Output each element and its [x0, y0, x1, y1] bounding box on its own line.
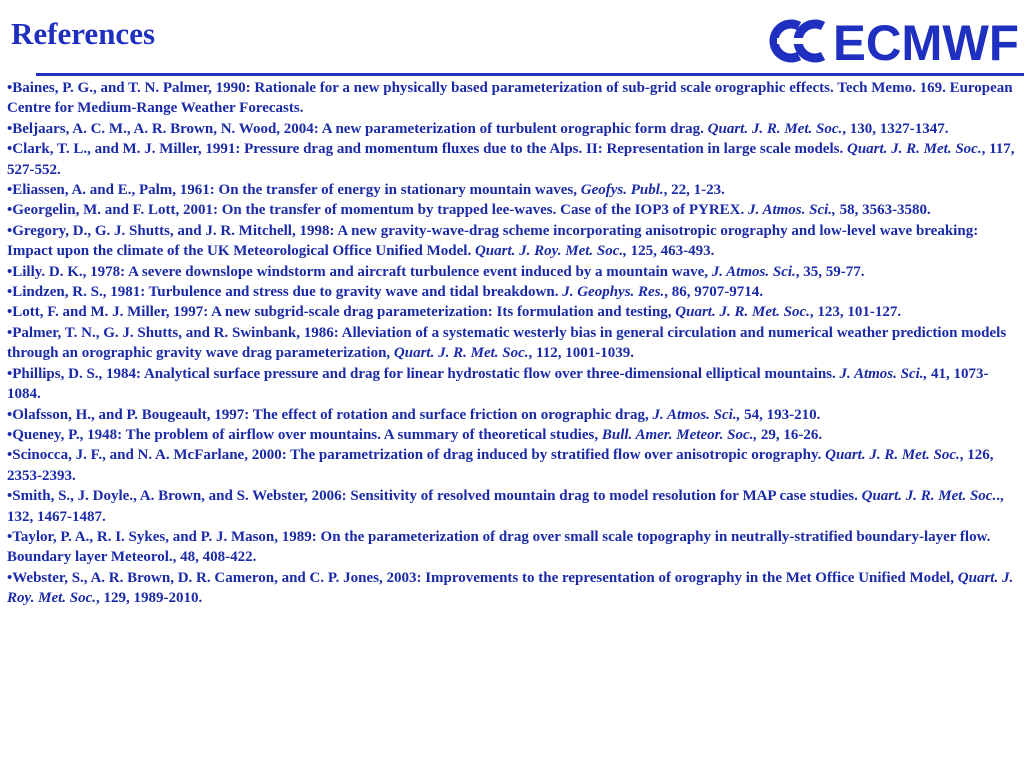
reference-item	[7, 282, 1015, 302]
reference-citation: , 22, 1-23.	[663, 182, 725, 199]
reference-citation: 58, 3563-3580.	[835, 202, 931, 219]
reference-journal: J. Atmos. Sci.,	[652, 406, 741, 423]
reference-text: •Baines, P. G., and T. N. Palmer, 1990: Rationale for a new physically based parameterization of sub-grid scale orographic effects. Tech Memo. 169. European Centre for Medium-Range Weather Forecasts.	[7, 80, 1013, 117]
reference-citation: , 112, 1001-1039.	[528, 345, 634, 362]
reference-text: •Gregory, D., G. J. Shutts, and J. R. Mitchell, 1998: A new gravity-wave-drag scheme incorporating anisotropic orography and low-level wave breaking: Impact upon the climate of the UK Meteorological Office Unified Model.	[7, 222, 979, 260]
reference-citation: , 126, 2353-2393.	[7, 447, 994, 484]
reference-item	[7, 119, 1015, 139]
reference-text: •Olafsson, H., and P. Bougeault, 1997: The effect of rotation and surface friction on orographic drag,	[7, 406, 653, 423]
reference-text: •Beljaars, A. C. M., A. R. Brown, N. Wood, 2004: A new parameterization of turbulent orographic form drag.	[7, 120, 708, 137]
reference-text: •Taylor, P. A., R. I. Sykes, and P. J. Mason, 1989: On the parameterization of drag over small scale topography in neutrally-stratified boundary-layer flow. Boundary layer Meteorol., 48, 408-422.	[7, 528, 991, 566]
reference-journal: Quart. J. R. Met. Soc.	[846, 141, 982, 158]
reference-journal: J. Atmos. Sci.,	[839, 365, 928, 382]
reference-item	[7, 364, 1015, 405]
reference-text: •Phillips, D. S., 1984: Analytical surface pressure and drag for linear hydrostatic flow over three-dimensional elliptical mountains.	[7, 365, 840, 382]
reference-text: •Clark, T. L., and M. J. Miller, 1991: Pressure drag and momentum fluxes due to the Alps. II: Representation in large scale models.	[7, 141, 847, 158]
reference-text: •Lindzen, R. S., 1981: Turbulence and stress due to gravity wave and tidal breakdown.	[7, 284, 563, 301]
reference-text: •Webster, S., A. R. Brown, D. R. Cameron, and C. P. Jones, 2003: Improvements to the representation of orography in the Met Office Unified Model,	[7, 569, 958, 586]
reference-citation: , 117, 527-552.	[7, 141, 1015, 178]
reference-citation: 29, 16-26.	[757, 426, 823, 443]
reference-journal: Quart. J. R. Met. Soc.	[825, 447, 960, 464]
reference-item	[7, 262, 1015, 282]
reference-citation: , 129, 1989-2010.	[96, 590, 203, 607]
ecmwf-logo	[765, 14, 1020, 68]
reference-item	[7, 221, 1015, 262]
reference-text: •Lilly. D. K., 1978: A severe downslope windstorm and aircraft turbulence event induced by a mountain wave,	[7, 263, 712, 280]
reference-journal: J. Atmos. Sci.,	[748, 202, 836, 219]
reference-journal: Quart. J. Roy. Met. Soc.,	[474, 243, 627, 260]
reference-item	[7, 78, 1015, 119]
reference-citation: , 86, 9707-9714.	[664, 284, 764, 301]
reference-text: •Scinocca, J. F., and N. A. McFarlane, 2000: The parametrization of drag induced by stratified flow over anisotropic orography.	[7, 447, 826, 464]
reference-journal: Geofys. Publ.	[580, 182, 664, 199]
reference-item	[7, 568, 1015, 609]
reference-journal: J. Atmos. Sci.	[711, 263, 796, 280]
reference-citation: ., 132, 1467-1487.	[7, 488, 1004, 525]
reference-text: •Eliassen, A. and E., Palm, 1961: On the transfer of energy in stationary mountain waves,	[7, 182, 581, 199]
reference-text: •Queney, P., 1948: The problem of airflow over mountains. A summary of theoretical studies,	[7, 426, 602, 443]
reference-item	[7, 527, 1015, 568]
reference-item	[7, 425, 1015, 445]
reference-item	[7, 180, 1015, 200]
reference-journal: Quart. J. Roy. Met. Soc.	[7, 569, 1014, 607]
reference-text: •Lott, F. and M. J. Miller, 1997: A new subgrid-scale drag parameterization: Its formulation and testing,	[7, 304, 676, 321]
reference-item	[7, 139, 1015, 180]
reference-item	[7, 445, 1015, 486]
page-title: References	[11, 16, 156, 51]
reference-journal: Bull. Amer. Meteor. Soc.,	[601, 426, 758, 443]
reference-citation: , 35, 59-77.	[795, 263, 865, 280]
reference-citation: 54, 193-210.	[740, 406, 821, 423]
reference-item	[7, 405, 1015, 425]
reference-citation: 41, 1073-1084.	[7, 365, 989, 403]
reference-text: •Smith, S., J. Doyle., A. Brown, and S. Webster, 2006: Sensitivity of resolved mountain drag to model resolution for MAP case studies.	[7, 488, 862, 505]
reference-item	[7, 486, 1015, 527]
reference-text: •Palmer, T. N., G. J. Shutts, and R. Swinbank, 1986: Alleviation of a systematic westerly bias in general circulation and numerical weather prediction models through an orographic gravity wave drag parameterization,	[7, 324, 1007, 362]
reference-journal: Quart. J. R. Met. Soc.	[393, 345, 529, 362]
reference-citation: , 123, 101-127.	[809, 304, 902, 321]
reference-item	[7, 323, 1015, 364]
reference-citation: , 130, 1327-1347.	[842, 120, 949, 137]
reference-text: •Georgelin, M. and F. Lott, 2001: On the transfer of momentum by trapped lee-waves. Case of the IOP3 of PYREX.	[7, 202, 749, 219]
reference-journal: Quart. J. R. Met. Soc.	[861, 488, 997, 505]
title-divider	[36, 73, 1024, 76]
reference-item	[7, 200, 1015, 220]
reference-item	[7, 302, 1015, 322]
logo-wordmark: ECMWF	[833, 15, 1019, 68]
reference-journal: J. Geophys. Res.	[562, 284, 665, 301]
reference-citation: 125, 463-493.	[626, 243, 715, 260]
reference-journal: Quart. J. R. Met. Soc.	[675, 304, 810, 321]
reference-journal: Quart. J. R. Met. Soc.	[707, 120, 843, 137]
references-list	[7, 78, 1015, 609]
